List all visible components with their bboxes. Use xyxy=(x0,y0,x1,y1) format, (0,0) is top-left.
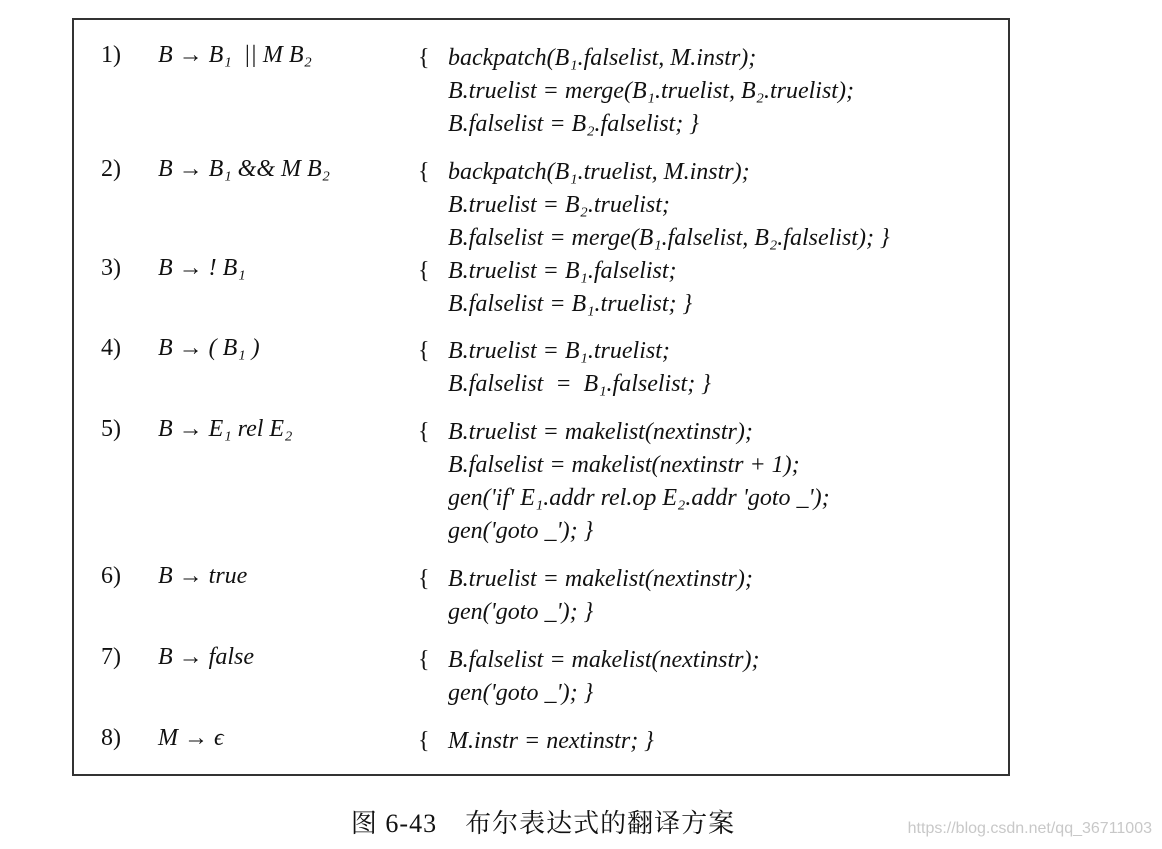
open-brace: { xyxy=(418,159,430,185)
rule-production: B → true xyxy=(158,563,248,589)
rule-production: B → ( B₁ ) xyxy=(158,335,260,361)
rule-number: 2) xyxy=(101,156,121,182)
rule-production: B → false xyxy=(158,644,254,670)
open-brace: { xyxy=(418,419,430,445)
action-line: B.truelist = makelist(nextinstr); xyxy=(448,566,753,592)
figure-title: 布尔表达式的翻译方案 xyxy=(465,809,736,839)
rule-production: B → ! B₁ xyxy=(158,255,246,281)
action-line: B.falselist = makelist(nextinstr); xyxy=(448,647,760,673)
action-line: gen('if' E₁.addr rel.op E₂.addr 'goto _'); xyxy=(448,485,830,511)
action-line: B.falselist = makelist(nextinstr + 1); xyxy=(448,452,800,478)
rule-production: B → E₁ rel E₂ xyxy=(158,416,293,442)
action-line: B.falselist = B₁.falselist; } xyxy=(448,371,711,397)
open-brace: { xyxy=(418,338,430,364)
action-line: M.instr = nextinstr; } xyxy=(448,728,654,754)
action-line: backpatch(B₁.falselist, M.instr); xyxy=(448,45,757,71)
action-line: B.truelist = merge(B₁.truelist, B₂.truelist); xyxy=(448,78,854,104)
rule-number: 7) xyxy=(101,644,121,670)
action-line: B.falselist = B₂.falselist; } xyxy=(448,111,699,137)
rule-number: 3) xyxy=(101,255,121,281)
rule-number: 8) xyxy=(101,725,121,751)
figure-number: 图 6-43 xyxy=(350,809,438,838)
open-brace: { xyxy=(418,566,430,592)
rule-number: 5) xyxy=(101,416,121,442)
action-line: gen('goto _'); } xyxy=(448,518,594,544)
rule-number: 6) xyxy=(101,563,121,589)
open-brace: { xyxy=(418,45,430,71)
rule-production: B → B₁ || M B₂ xyxy=(158,42,312,68)
watermark: https://blog.csdn.net/qq_36711003 xyxy=(907,820,1152,837)
rule-number: 1) xyxy=(101,42,121,68)
action-line: B.falselist = B₁.truelist; } xyxy=(448,291,693,317)
action-line: gen('goto _'); } xyxy=(448,680,594,706)
translation-scheme-box xyxy=(72,18,1010,776)
open-brace: { xyxy=(418,258,430,284)
action-line: B.falselist = merge(B₁.falselist, B₂.falselist); } xyxy=(448,225,890,251)
open-brace: { xyxy=(418,647,430,673)
rule-production: M → ϵ xyxy=(158,725,224,751)
rule-number: 4) xyxy=(101,335,121,361)
rule-production: B → B₁ && M B₂ xyxy=(158,156,330,182)
action-line: B.truelist = makelist(nextinstr); xyxy=(448,419,753,445)
action-line: B.truelist = B₁.truelist; xyxy=(448,338,670,364)
action-line: gen('goto _'); } xyxy=(448,599,594,625)
action-line: backpatch(B₁.truelist, M.instr); xyxy=(448,159,750,185)
action-line: B.truelist = B₂.truelist; xyxy=(448,192,670,218)
action-line: B.truelist = B₁.falselist; xyxy=(448,258,677,284)
open-brace: { xyxy=(418,728,430,754)
